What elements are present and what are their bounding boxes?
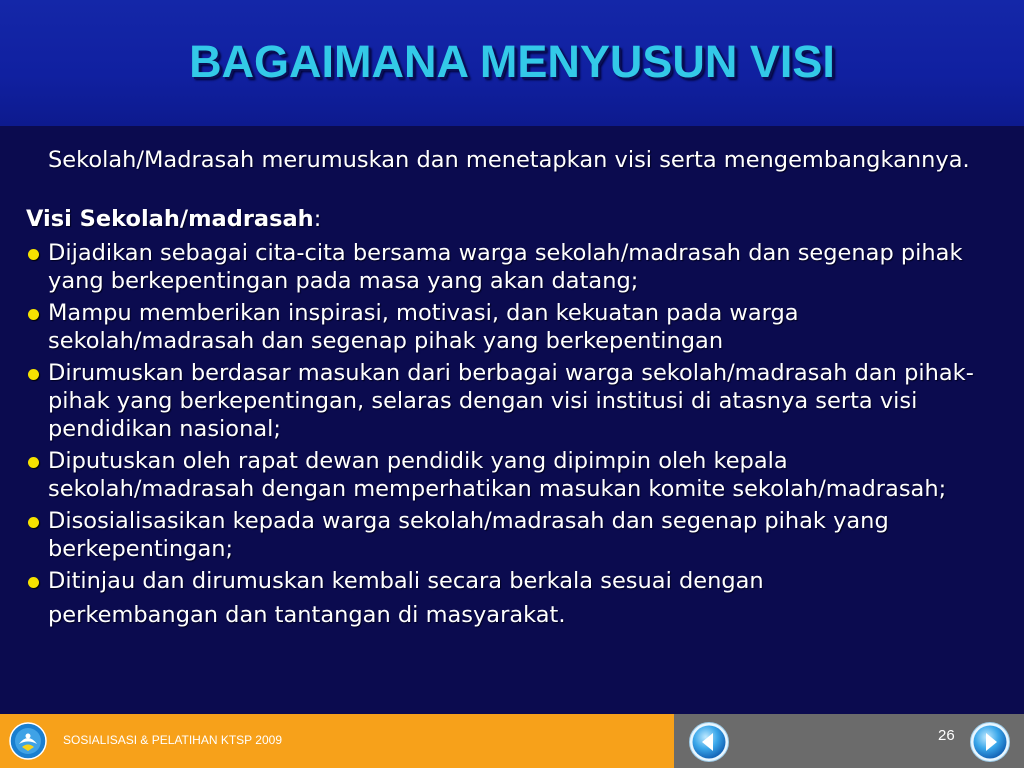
list-item (26, 299, 1001, 355)
tut-wuri-handayani-logo-icon (9, 722, 47, 760)
bullet-text: Dijadikan sebagai cita-cita bersama warga sekolah/madrasah dan segenap pihak yang berkepentingan pada masa yang akan datang; (48, 240, 963, 294)
bullet-dot-icon (28, 249, 39, 260)
section-heading-colon: : (313, 206, 322, 232)
bullet-text: Disosialisasikan kepada warga sekolah/madrasah dan segenap pihak yang berkepentingan; (48, 508, 889, 562)
section-heading-text: Visi Sekolah/madrasah (26, 206, 314, 232)
bullet-text: Ditinjau dan dirumuskan kembali secara berkala sesuai dengan (48, 568, 764, 594)
list-item (26, 359, 1001, 443)
arrow-right-icon[interactable] (969, 721, 1011, 763)
slide-title: BAGAIMANA MENYUSUN VISI (189, 36, 835, 87)
bullet-dot-icon (28, 369, 39, 380)
bullet-list (26, 239, 1001, 633)
bullet-dot-icon (28, 577, 39, 588)
list-item (26, 507, 1001, 563)
bullet-text: Mampu memberikan inspirasi, motivasi, dan kekuatan pada warga sekolah/madrasah dan segenap pihak yang berkepentingan (48, 300, 799, 354)
continuation-text: perkembangan dan tantangan di masyarakat. (48, 602, 566, 628)
section-heading (26, 205, 321, 233)
footer-caption: SOSIALISASI & PELATIHAN KTSP 2009 (63, 733, 282, 747)
bullet-text: Dirumuskan berdasar masukan dari berbagai warga sekolah/madrasah dan pihak-pihak yang berkepentingan, selaras dengan visi institusi di atasnya serta visi pendidikan nasional; (48, 360, 974, 442)
list-item (26, 447, 1001, 503)
bullet-dot-icon (28, 457, 39, 468)
bullet-dot-icon (28, 517, 39, 528)
arrow-left-icon[interactable] (688, 721, 730, 763)
intro-paragraph: Sekolah/Madrasah merumuskan dan menetapkan visi serta mengembangkannya. (48, 147, 970, 173)
list-item (26, 239, 1001, 295)
list-item (26, 567, 1001, 595)
bullet-dot-icon (28, 309, 39, 320)
page-number: 26 (938, 727, 955, 744)
continuation-line (26, 601, 1001, 629)
bullet-text: Diputuskan oleh rapat dewan pendidik yang dipimpin oleh kepala sekolah/madrasah dengan memperhatikan masukan komite sekolah/madrasah; (48, 448, 947, 502)
slide-header (0, 0, 1024, 127)
